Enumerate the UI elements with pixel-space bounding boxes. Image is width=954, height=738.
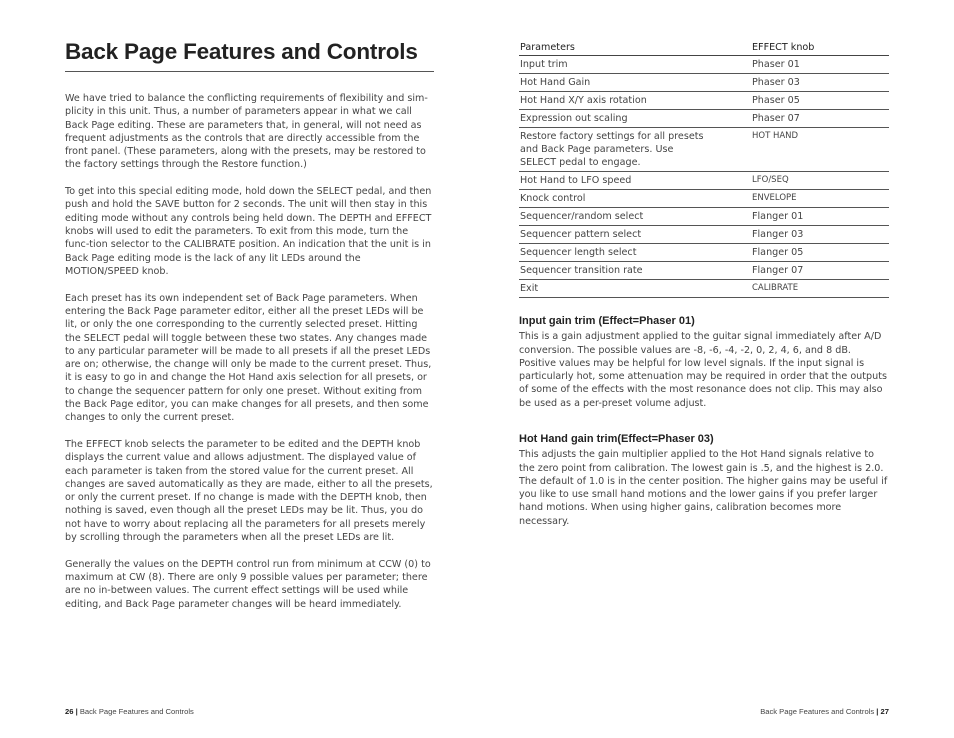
table-row — [519, 128, 889, 172]
table-row — [519, 208, 889, 226]
column-header-parameters: Parameters — [519, 41, 751, 56]
footer-text: Back Page Features and Controls — [79, 707, 194, 716]
table-row — [519, 262, 889, 280]
footer-text: Back Page Features and Controls — [760, 707, 875, 716]
paragraph: The EFFECT knob selects the parameter to be edited and the DEPTH knob displays the current value and allows adjustment. The displayed value of each parameter is taken from the stored value for the current preset. All changes are saved automatically as they are made, either to all the presets, or only the current preset. If no change is made with the DEPTH knob, then nothing is saved, even though all the preset LEDs may be lit. Thus, you do not have to worry about replacing all the parameters for all presets merely by scrolling through the parameters when all the preset LEDs are lit. — [65, 439, 433, 544]
parameter-cell: Hot Hand X/Y axis rotation — [519, 92, 751, 110]
paragraph: We have tried to balance the conflicting requirements of flexibility and sim-plicity in this unit. Thus, a number of parameters appear in what we call Back Page editing. These are parameters that, in general, will not need as frequent adjustments as the controls that are directly accessible from the front panel. (These parameters, along with the presets, may be restored to the factory settings through the Restore function.) — [65, 93, 428, 171]
table-row — [519, 226, 889, 244]
paragraph: To get into this special editing mode, hold down the SELECT pedal, and then push and hold the SAVE button for 2 seconds. The unit will then stay in this editing mode without any controls being held down. The DEPTH and EFFECT knobs will used to edit the parameters. To exit from this mode, turn the func-tion selector to the CALIBRATE position. An indication that the unit is in Back Page editing mode is the lack of any lit LEDs around the MOTION/SPEED knob. — [65, 186, 432, 277]
parameter-cell: Knock control — [519, 190, 751, 208]
table-row — [519, 56, 889, 74]
parameter-cell: Restore factory settings for all presets and Back Page parameters. Use SELECT pedal to engage. — [519, 128, 751, 172]
section-text: This adjusts the gain multiplier applied to the Hot Hand signals relative to the zero point from calibration. The lowest gain is .5, and the highest is 2.0. The default of 1.0 is in the center position. The higher gains may be useful if you like to use small hand motions and the lower gains if you prefer larger hand motions. When using higher gains, calibration becomes more necessary. — [519, 449, 888, 527]
parameter-cell: Expression out scaling — [519, 110, 751, 128]
table-row — [519, 172, 889, 190]
body-text — [65, 92, 435, 624]
input-gain-section — [519, 315, 889, 410]
paragraph: Each preset has its own independent set of Back Page parameters. When entering the Back Page parameter editor, either all the preset LEDs will be lit, or only the one corresponding to the currently selected preset. Hitting the SELECT pedal will toggle between these two states. Any changes made to any particular parameter will be made to all presets if all the preset LEDs are on; otherwise, the change will only be made to the current preset. Thus, it is easy to go in and change the Hot Hand axis selection for all presets, or to change the sequencer pattern for only one preset. Without exiting from the Back Page editor, you can make changes for all presets, and then some changes to only the current preset. — [65, 292, 432, 424]
parameter-cell: Exit — [519, 280, 751, 298]
effect-cell: Phaser 05 — [751, 92, 889, 110]
page-title: Back Page Features and Controls — [65, 39, 418, 64]
effect-cell: CALIBRATE — [751, 280, 889, 298]
effect-cell: ENVELOPE — [751, 190, 889, 208]
parameter-cell: Hot Hand to LFO speed — [519, 172, 751, 190]
table-row — [519, 244, 889, 262]
parameter-cell: Input trim — [519, 56, 751, 74]
section-heading: Input gain trim (Effect=Phaser 01) — [519, 315, 695, 327]
table-row — [519, 280, 889, 298]
parameter-cell: Sequencer pattern select — [519, 226, 751, 244]
title-divider — [65, 71, 434, 72]
parameters-table — [519, 41, 889, 298]
effect-cell: Flanger 05 — [751, 244, 889, 262]
table-row — [519, 190, 889, 208]
effect-cell: HOT HAND — [751, 128, 889, 172]
parameter-cell: Hot Hand Gain — [519, 74, 751, 92]
effect-cell: Phaser 03 — [751, 74, 889, 92]
effect-cell: Flanger 03 — [751, 226, 889, 244]
effect-cell: Flanger 01 — [751, 208, 889, 226]
table-row — [519, 110, 889, 128]
hot-hand-gain-section — [519, 433, 889, 528]
parameter-cell: Sequencer transition rate — [519, 262, 751, 280]
section-heading: Hot Hand gain trim(Effect=Phaser 03) — [519, 433, 714, 445]
table-row — [519, 74, 889, 92]
right-footer — [760, 707, 889, 716]
paragraph: Generally the values on the DEPTH control run from minimum at CCW (0) to maximum at CW (8). There are only 9 possible values per parameter; there are no in-between values. The current effect settings will be used while editing, and Back Page parameter changes will be heard immediately. — [65, 558, 431, 610]
column-header-effect-knob: EFFECT knob — [751, 41, 889, 56]
table-header-row — [519, 41, 889, 56]
effect-cell: Flanger 07 — [751, 262, 889, 280]
footer-separator: | — [876, 707, 879, 716]
page-number: 26 — [65, 707, 74, 716]
left-footer — [65, 707, 194, 716]
effect-cell: LFO/SEQ — [751, 172, 889, 190]
page-number: 27 — [880, 707, 889, 716]
effect-cell: Phaser 07 — [751, 110, 889, 128]
footer-separator: | — [75, 707, 78, 716]
effect-cell: Phaser 01 — [751, 56, 889, 74]
parameter-cell: Sequencer/random select — [519, 208, 751, 226]
section-text: This is a gain adjustment applied to the guitar signal immediately after A/D conversion. The possible values are -8, -6, -4, -2, 0, 2, 4, 6, and 8 dB. Positive values may be helpful for low level signals. If the input signal is particularly hot, some attenuation may be required in order that the outputs of some of the effects with the most resonance does not clip. This may also be used as a per-preset volume adjust. — [519, 331, 887, 409]
parameter-cell: Sequencer length select — [519, 244, 751, 262]
table-row — [519, 92, 889, 110]
